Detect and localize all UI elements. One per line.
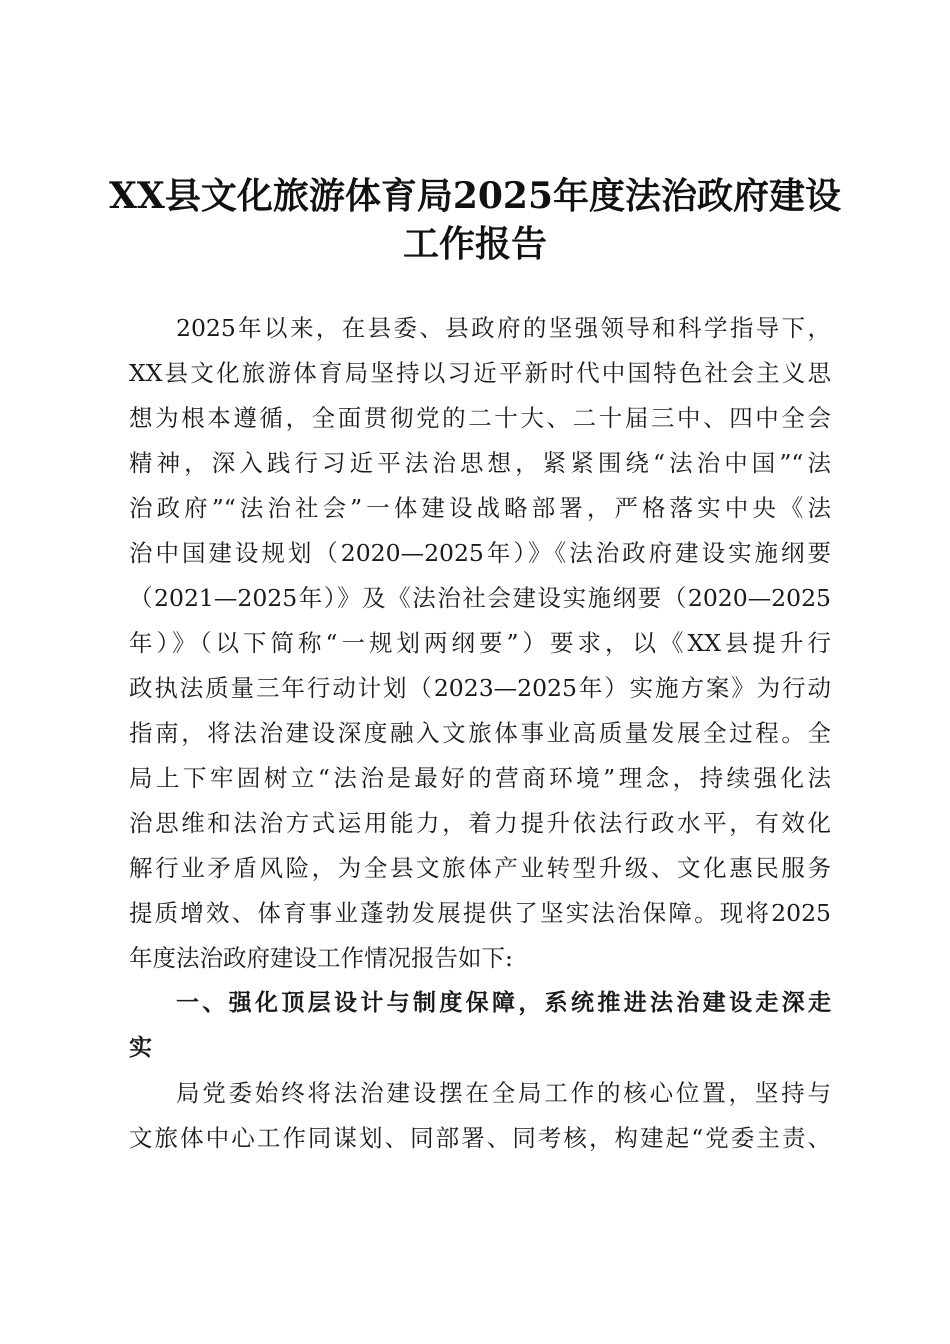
- paragraph-1-line: 年度法治政府建设工作情况报告如下:: [129, 944, 513, 972]
- paragraph-1-line: 治思维和法治方式运用能力，着力提升依法行政水平，有效化: [129, 809, 831, 837]
- paragraph-1-line: 想为根本遵循，全面贯彻党的二十大、二十届三中、四中全会: [129, 404, 831, 432]
- document-title-line-1: XX县文化旅游体育局2025年度法治政府建设: [108, 175, 842, 217]
- section-heading-1-continued: 实: [129, 1035, 152, 1061]
- paragraph-1-line: 政执法质量三年行动计划（2023—2025年）实施方案》为行动: [129, 674, 831, 702]
- paragraph-1-line: 解行业矛盾风险，为全县文旅体产业转型升级、文化惠民服务: [129, 854, 831, 882]
- paragraph-1-line: 提质增效、体育事业蓬勃发展提供了坚实法治保障。现将2025: [129, 899, 831, 927]
- paragraph-1-line: XX县文化旅游体育局坚持以习近平新时代中国特色社会主义思: [129, 359, 831, 387]
- paragraph-1-line: 精神，深入践行习近平法治思想，紧紧围绕“法治中国”“法: [129, 449, 831, 477]
- paragraph-2-line: 文旅体中心工作同谋划、同部署、同考核，构建起“党委主责、: [129, 1124, 831, 1152]
- paragraph-1-line: 年）》（以下简称“一规划两纲要”）要求，以《XX县提升行: [129, 629, 831, 657]
- paragraph-1-line: 治中国建设规划（2020—2025年）》《法治政府建设实施纲要: [129, 539, 831, 567]
- paragraph-1-line: 2025年以来，在县委、县政府的坚强领导和科学指导下，: [176, 314, 831, 342]
- paragraph-2-line: 局党委始终将法治建设摆在全局工作的核心位置，坚持与: [176, 1079, 831, 1107]
- paragraph-1-line: （2021—2025年）》及《法治社会建设实施纲要（2020—2025: [129, 584, 831, 612]
- paragraph-1-line: 指南，将法治建设深度融入文旅体事业高质量发展全过程。全: [129, 719, 831, 747]
- document-title-line-2: 工作报告: [402, 223, 547, 265]
- paragraph-1-line: 治政府”“法治社会”一体建设战略部署，严格落实中央《法: [129, 494, 831, 522]
- paragraph-1-line: 局上下牢固树立“法治是最好的营商环境”理念，持续强化法: [129, 764, 831, 792]
- section-heading-1: 一、强化顶层设计与制度保障，系统推进法治建设走深走: [176, 990, 831, 1016]
